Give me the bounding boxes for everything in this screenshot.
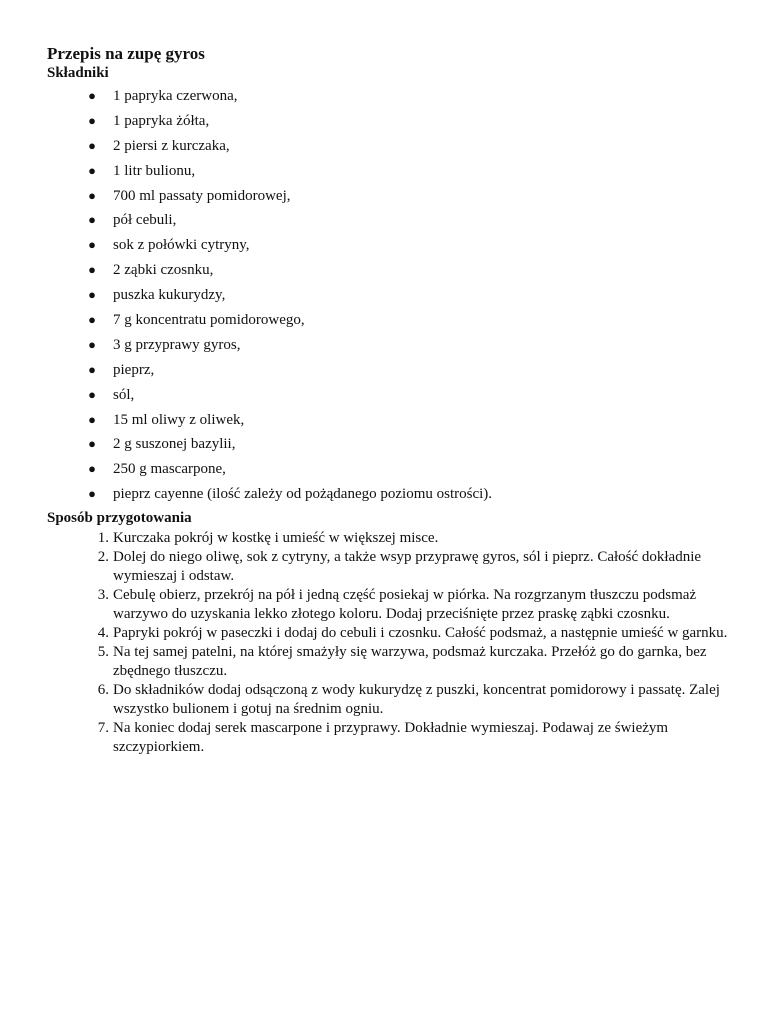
step-text: Na koniec dodaj serek mascarpone i przyprawy. Dokładnie wymieszaj. Podawaj ze świeżym szczypiorkiem. bbox=[113, 720, 669, 756]
method-heading: Sposób przygotowania bbox=[47, 510, 192, 527]
bullet-icon: ● bbox=[88, 187, 96, 203]
list-item bbox=[47, 383, 737, 408]
step-text: Do składników dodaj odsączoną z wody kukurydzę z puszki, koncentrat pomidorowy i passatę. Zalej wszystko bulionem i gotuj na średnim ogniu. bbox=[113, 682, 720, 718]
ingredient-text: 7 g koncentratu pomidorowego, bbox=[113, 312, 305, 329]
ingredient-text: sok z połówki cytryny, bbox=[113, 237, 250, 254]
bullet-icon: ● bbox=[88, 312, 96, 328]
step-number: 6. bbox=[97, 682, 109, 699]
list-item bbox=[47, 482, 737, 507]
list-item bbox=[47, 159, 737, 184]
step-text: Cebulę obierz, przekrój na pół i jedną część posiekaj w piórka. Na rozgrzanym tłuszczu podsmaż warzywo do uzyskania lekko złotego koloru. Dodaj przeciśnięte przez praskę ząbki czosnku. bbox=[113, 587, 697, 623]
list-item bbox=[47, 408, 737, 433]
ingredient-text: pół cebuli, bbox=[113, 212, 177, 229]
step-item bbox=[47, 643, 733, 681]
bullet-icon: ● bbox=[88, 411, 96, 427]
page-title: Przepis na zupę gyros bbox=[47, 44, 205, 63]
bullet-icon: ● bbox=[88, 386, 96, 402]
step-number: 4. bbox=[97, 625, 109, 642]
step-item bbox=[47, 681, 733, 719]
step-text: Dolej do niego oliwę, sok z cytryny, a także wsyp przyprawę gyros, sól i pieprz. Całość dokładnie wymieszaj i odstaw. bbox=[113, 549, 702, 585]
ingredient-text: pieprz, bbox=[113, 361, 155, 378]
bullet-icon: ● bbox=[88, 436, 96, 452]
bullet-icon: ● bbox=[88, 336, 96, 352]
bullet-icon: ● bbox=[88, 287, 96, 303]
step-text: Na tej samej patelni, na której smażyły się warzywa, podsmaż kurczaka. Przełóż go do garnka, bez zbędnego tłuszczu. bbox=[113, 644, 707, 680]
list-item bbox=[47, 233, 737, 258]
bullet-icon: ● bbox=[88, 461, 96, 477]
ingredient-text: 2 g suszonej bazylii, bbox=[113, 436, 236, 453]
ingredient-text: 2 piersi z kurczaka, bbox=[113, 137, 230, 154]
ingredient-text: 1 papryka żółta, bbox=[113, 112, 210, 129]
step-item bbox=[47, 624, 733, 643]
list-item bbox=[47, 457, 737, 482]
list-item bbox=[47, 358, 737, 383]
ingredient-text: 250 g mascarpone, bbox=[113, 461, 226, 478]
bullet-icon: ● bbox=[88, 162, 96, 178]
list-item bbox=[47, 134, 737, 159]
bullet-icon: ● bbox=[88, 212, 96, 228]
ingredient-text: 700 ml passaty pomidorowej, bbox=[113, 187, 291, 204]
list-item bbox=[47, 208, 737, 233]
step-number: 5. bbox=[97, 644, 109, 661]
steps-list bbox=[47, 529, 737, 757]
bullet-icon: ● bbox=[88, 486, 96, 502]
ingredient-text: 1 litr bulionu, bbox=[113, 162, 196, 179]
list-item bbox=[47, 258, 737, 283]
step-number: 1. bbox=[97, 530, 109, 547]
step-item bbox=[47, 529, 733, 548]
step-item bbox=[47, 548, 733, 586]
bullet-icon: ● bbox=[88, 237, 96, 253]
ingredients-heading: Składniki bbox=[47, 65, 109, 81]
ingredient-text: 1 papryka czerwona, bbox=[113, 88, 238, 104]
list-item bbox=[47, 308, 737, 333]
step-text: Papryki pokrój w paseczki i dodaj do cebuli i czosnku. Całość podsmaż, a następnie umieść w garnku. bbox=[113, 625, 728, 642]
bullet-icon: ● bbox=[88, 262, 96, 278]
step-number: 7. bbox=[97, 720, 109, 737]
step-number: 3. bbox=[97, 587, 109, 604]
list-item bbox=[47, 333, 737, 358]
bullet-icon: ● bbox=[88, 137, 96, 153]
list-item bbox=[47, 432, 737, 457]
ingredients-list bbox=[47, 84, 737, 507]
step-number: 2. bbox=[97, 549, 109, 566]
recipe-document bbox=[47, 44, 737, 757]
ingredient-text: 3 g przyprawy gyros, bbox=[113, 336, 241, 353]
step-item bbox=[47, 586, 733, 624]
ingredient-text: 2 ząbki czosnku, bbox=[113, 262, 214, 279]
step-item bbox=[47, 719, 733, 757]
bullet-icon: ● bbox=[88, 112, 96, 128]
list-item bbox=[47, 184, 737, 209]
ingredient-text: pieprz cayenne (ilość zależy od pożądanego poziomu ostrości). bbox=[113, 486, 493, 503]
step-text: Kurczaka pokrój w kostkę i umieść w większej misce. bbox=[113, 530, 439, 547]
bullet-icon: ● bbox=[88, 361, 96, 377]
ingredient-text: sól, bbox=[113, 386, 135, 403]
list-item bbox=[47, 283, 737, 308]
ingredient-text: puszka kukurydzy, bbox=[113, 287, 226, 304]
ingredient-text: 15 ml oliwy z oliwek, bbox=[113, 411, 245, 428]
list-item bbox=[47, 109, 737, 134]
bullet-icon: ● bbox=[88, 88, 96, 103]
list-item bbox=[47, 84, 737, 109]
